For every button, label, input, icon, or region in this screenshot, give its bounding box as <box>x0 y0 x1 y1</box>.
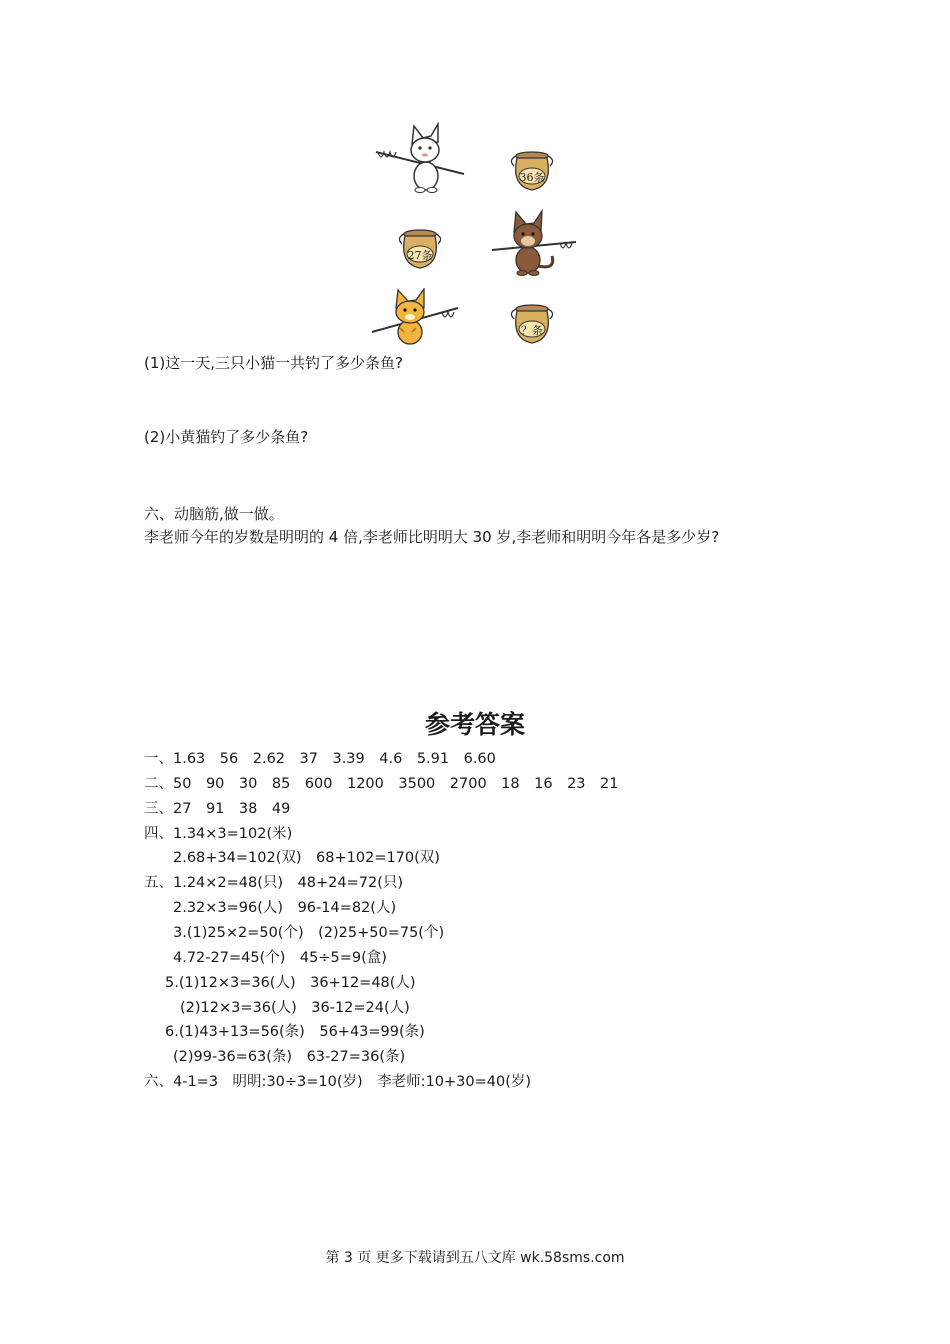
yellow-cat-fishing-icon <box>370 288 462 346</box>
fish-pot-36 <box>508 150 556 192</box>
brown-cat-fishing-icon <box>490 208 578 278</box>
answer-line: 5.(1)12×3=36(人) 36+12=48(人) <box>165 975 416 991</box>
answer-line: (2)99-36=63(条) 63-27=36(条) <box>173 1049 406 1065</box>
pot-label: 36条 <box>519 171 545 184</box>
answer-line: 二、50 90 30 85 600 1200 3500 2700 18 16 23 21 <box>144 776 619 792</box>
answer-line: 2.32×3=96(人) 96-14=82(人) <box>173 900 397 916</box>
question-2: (2)小黄猫钓了多少条鱼? <box>144 428 309 446</box>
answer-line: 3.(1)25×2=50(个) (2)25+50=75(个) <box>173 925 445 941</box>
answer-line: 2.68+34=102(双) 68+102=170(双) <box>173 850 440 866</box>
answer-line: 六、4-1=3 明明:30÷3=10(岁) 李老师:10+30=40(岁) <box>144 1074 532 1090</box>
white-cat-fishing-icon <box>374 122 466 194</box>
page-footer: 第 3 页 更多下载请到五八文库 wk.58sms.com <box>325 1250 625 1266</box>
pot-label: 27条 <box>407 249 433 262</box>
answer-line: 三、27 91 38 49 <box>144 801 291 817</box>
fish-pot-27 <box>396 228 444 270</box>
question-1: (1)这一天,三只小猫一共钓了多少条鱼? <box>144 354 403 372</box>
answer-line: 五、1.24×2=48(只) 48+24=72(只) <box>144 875 404 891</box>
section-6-question: 李老师今年的岁数是明明的 4 倍,李老师比明明大 30 岁,李老师和明明今年各是多少岁? <box>144 528 720 546</box>
fish-pot-unknown <box>508 303 556 345</box>
section-6-heading: 六、动脑筋,做一做。 <box>144 505 284 523</box>
pot-label: ？条 <box>521 324 543 337</box>
answer-line: 一、1.63 56 2.62 37 3.39 4.6 5.91 6.60 <box>144 751 496 767</box>
answers-title: 参考答案 <box>424 710 525 739</box>
answer-line: (2)12×3=36(人) 36-12=24(人) <box>180 1000 410 1016</box>
answer-line: 四、1.34×3=102(米) <box>144 826 293 842</box>
answer-line: 4.72-27=45(个) 45÷5=9(盒) <box>173 950 387 966</box>
answer-line: 6.(1)43+13=56(条) 56+43=99(条) <box>165 1024 425 1040</box>
